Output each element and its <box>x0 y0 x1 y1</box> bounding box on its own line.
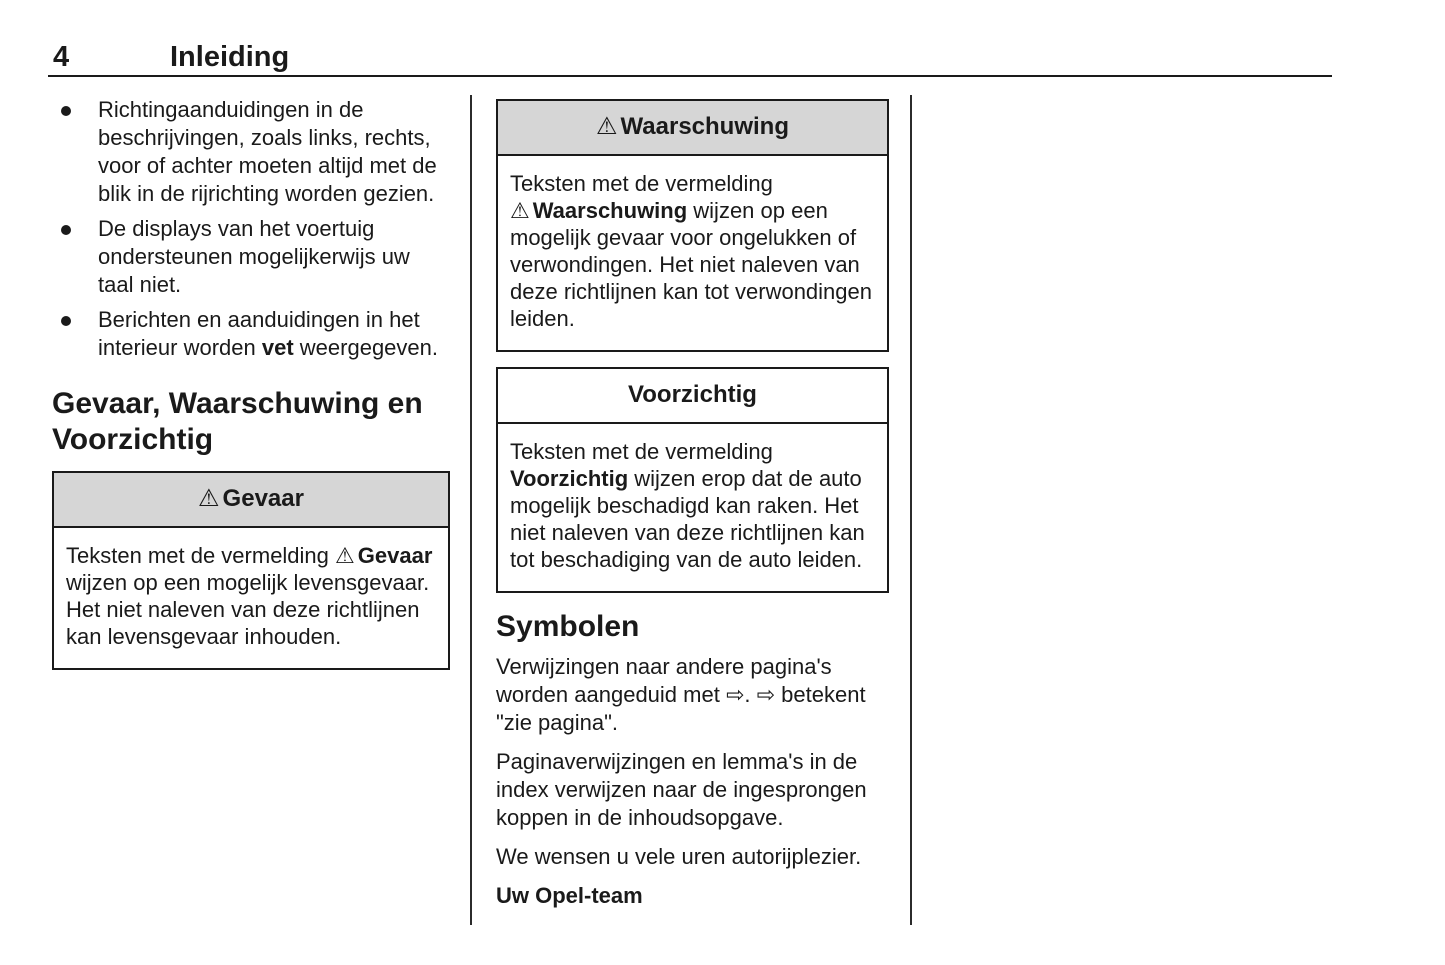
danger-box-body <box>54 528 448 668</box>
bullet-list <box>52 96 450 362</box>
column-separator-right <box>910 95 912 925</box>
warning-box <box>496 99 889 352</box>
caution-box-body <box>498 424 887 591</box>
symbols-heading: Symbolen <box>496 610 640 643</box>
middle-column <box>496 96 889 921</box>
bullet-dot-icon <box>61 106 71 116</box>
caution-box <box>496 367 889 593</box>
caution-box-header <box>498 369 887 424</box>
danger-box-title: Gevaar <box>222 485 304 512</box>
warning-triangle-icon: ⚠ <box>335 543 355 568</box>
body-text: wijzen op een mogelijk levensgevaar. Het niet naleven van deze richtlijnen kan levensgevaar inhouden. <box>66 570 430 649</box>
list-item-text: Richtingaanduidingen in de beschrijvingen, zoals links, rechts, voor of achter moeten altijd met de blik in de rijrichting worden gezien. <box>98 97 437 206</box>
danger-box-header <box>54 473 448 528</box>
bullet-dot-icon <box>61 225 71 235</box>
warning-triangle-icon: ⚠ <box>198 485 220 512</box>
warning-box-header <box>498 101 887 156</box>
body-text: Verwijzingen naar andere pagina's worden aangeduid met <box>496 654 832 707</box>
list-item <box>52 306 450 362</box>
bullet-dot-icon <box>61 316 71 326</box>
body-text: Teksten met de vermelding <box>66 543 336 568</box>
warning-triangle-icon: ⚠ <box>510 198 530 223</box>
page-number: 4 <box>53 41 70 73</box>
column-separator-left <box>470 95 472 925</box>
paragraph: We wensen u vele uren autorijplezier. <box>496 844 862 869</box>
left-column <box>52 96 450 670</box>
signature: Uw Opel-team <box>496 883 643 908</box>
warning-triangle-icon: ⚠ <box>596 113 618 140</box>
list-item <box>52 215 450 299</box>
bold-word: vet <box>261 335 294 360</box>
warning-box-body <box>498 156 887 350</box>
body-text: . <box>744 682 757 707</box>
body-text: betekent "zie pagina". <box>496 682 866 735</box>
paragraph <box>496 653 889 737</box>
bold-word: Gevaar <box>357 543 433 568</box>
warning-box-title: Waarschuwing <box>620 113 789 140</box>
bold-word: Voorzichtig <box>510 466 629 491</box>
see-page-arrow-icon: ⇨ <box>725 682 745 707</box>
list-item-text: Berichten en aanduidingen in het interieur worden <box>98 307 420 360</box>
see-page-arrow-icon: ⇨ <box>756 682 776 707</box>
body-text: Teksten met de vermelding <box>510 439 773 464</box>
list-item-text: weergegeven. <box>293 335 438 360</box>
header-rule <box>48 75 1332 77</box>
paragraph: Paginaverwijzingen en lemma's in de index verwijzen naar de ingesprongen koppen in de inhoudsopgave. <box>496 749 867 830</box>
list-item <box>52 96 450 208</box>
bold-word: Waarschuwing <box>532 198 688 223</box>
chapter-title: Inleiding <box>170 41 290 73</box>
body-text: wijzen erop dat de auto mogelijk beschadigd kan raken. Het niet naleven van deze richtlijnen kan tot beschadiging van de auto leiden. <box>510 466 865 572</box>
section-heading: Gevaar, Waarschuwing en Voorzichtig <box>52 387 423 456</box>
body-text: Teksten met de vermelding <box>510 171 773 196</box>
list-item-text: De displays van het voertuig ondersteunen mogelijkerwijs uw taal niet. <box>98 216 410 297</box>
caution-box-title: Voorzichtig <box>628 381 757 408</box>
danger-box <box>52 471 450 670</box>
body-text: wijzen op een mogelijk gevaar voor ongelukken of verwondingen. Het niet naleven van deze richtlijnen kan tot verwondingen leiden. <box>510 198 873 331</box>
